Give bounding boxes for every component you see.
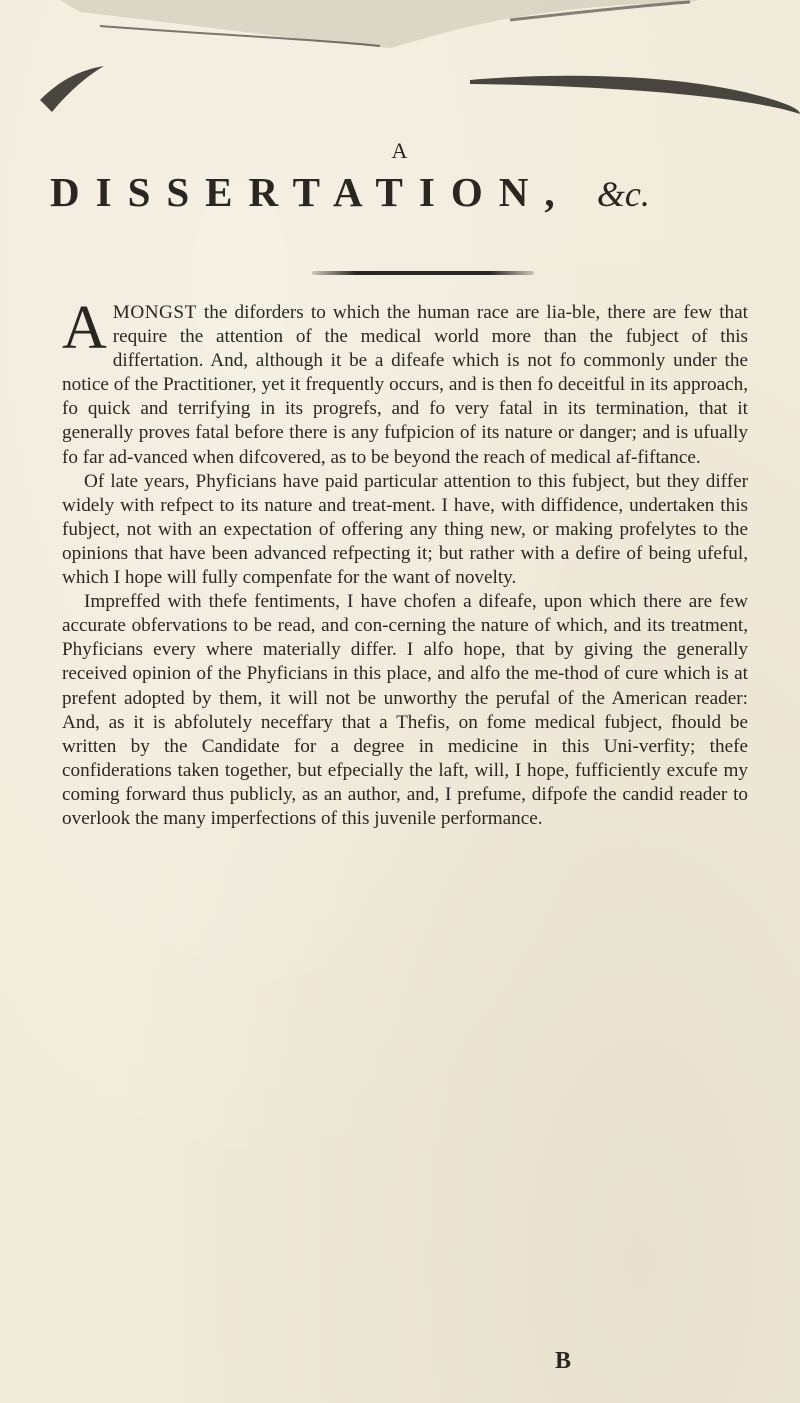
title-suffix: &c.	[596, 174, 650, 214]
drop-cap: A	[62, 294, 107, 362]
paragraph-1	[62, 294, 748, 470]
title-rule	[312, 271, 534, 275]
page-title	[50, 168, 790, 216]
paragraph-1-text: the diforders to which the human race are lia-ble, there are few that require the attention of the medical world more than the fubject of this differtation. And, although it be a difeafe which is not fo commonly under the notice of the Practitioner, yet it frequently occurs, and is then fo deceitful in its approach, fo quick and terrifying in its progrefs, and fo very fatal in its termination, that it generally proves fatal before there is any fufpicion of its nature or danger; and is ufually fo far ad-vanced when difcovered, as to be beyond the reach of medical af-fiftance.	[62, 302, 748, 468]
body-text	[62, 294, 748, 831]
paragraph-2: Of late years, Phyficians have paid particular attention to this fubject, but they differ widely with refpect to its nature and treat-ment. I have, with diffidence, undertaken this fubject, not with an expectation of offering any thing new, or making profelytes to the opinions that have been advanced refpecting it; but rather with a defire of being ufeful, which I hope will fully compenfate for the want of novelty.	[62, 470, 748, 589]
lead-word: MONGST	[112, 302, 197, 323]
heading-letter: A	[391, 138, 409, 163]
paragraph-3: Impreffed with thefe fentiments, I have chofen a difeafe, upon which there are few accurate obfervations to be read, and con-cerning the nature of which, and its treatment, Phyficians every where materially differ. I alfo hope, that by giving the generally received opinion of the Phyficians in this place, and alfo the me-thod of cure which is at prefent adopted by them, it will not be unworthy the perufal of the American reader: And, as it is abfolutely neceffary that a Thefis, on fome medical fubject, fhould be written by the Candidate for a degree in medicine in this Uni-verfity; thefe confiderations taken together, but efpecially the laft, will, I hope, fufficiently excufe my coming forward thus publicly, as an author, and, I prefume, difpofe the candid reader to overlook the many imperfections of this juvenile performance.	[62, 591, 748, 829]
title-text: DISSERTATION,	[50, 169, 571, 215]
page-top-edge	[0, 0, 800, 120]
signature-mark: B	[555, 1348, 572, 1374]
